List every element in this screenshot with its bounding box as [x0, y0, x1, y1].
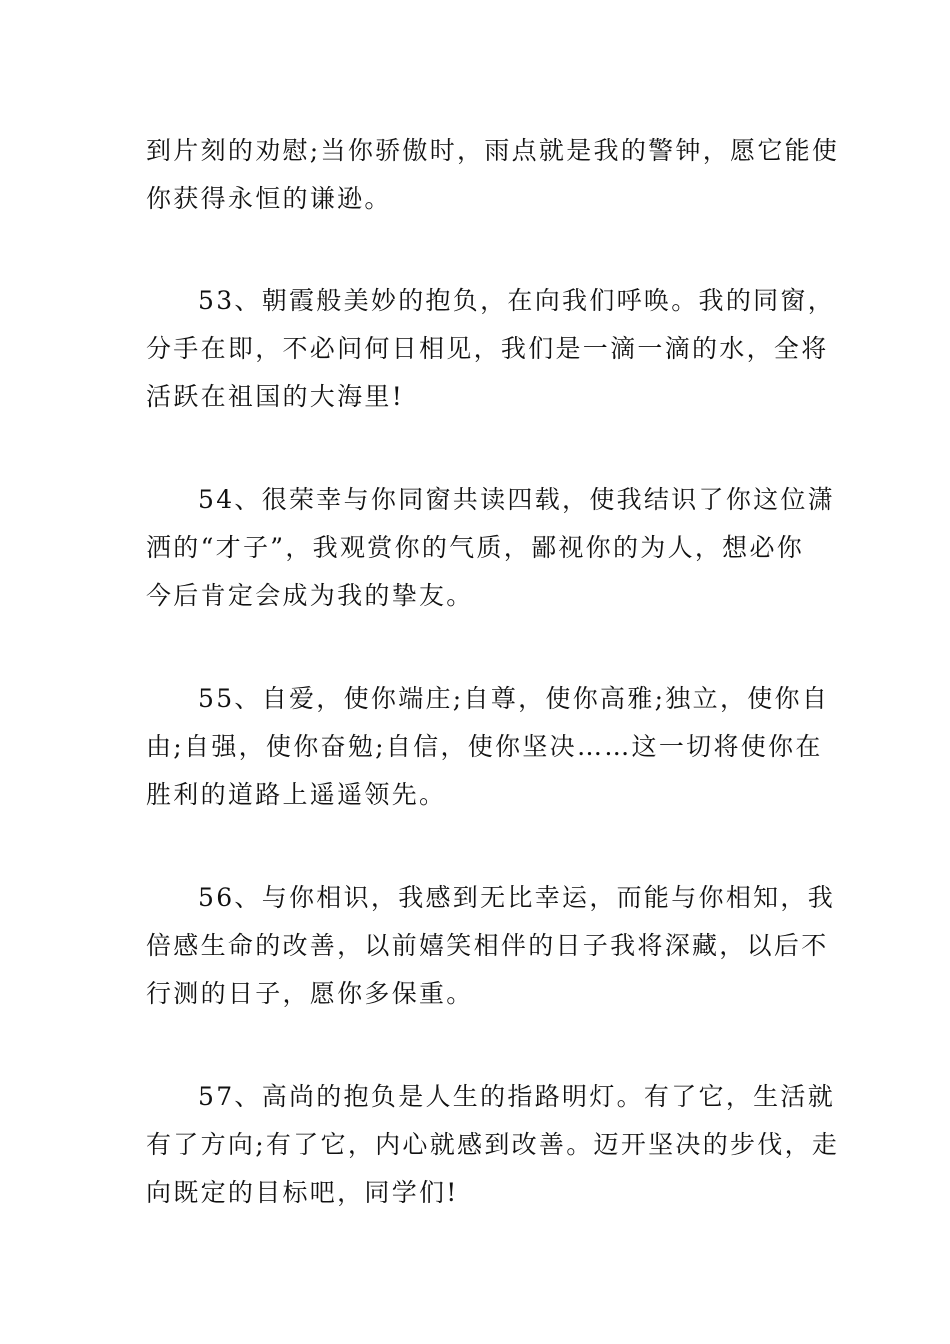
paragraph-56	[146, 874, 836, 1018]
text-line: 向既定的目标吧，同学们!	[146, 1178, 459, 1207]
text-line: 分手在即，不必问何日相见，我们是一滴一滴的水，全将	[146, 334, 829, 363]
text-line: 你获得永恒的谦逊。	[146, 184, 392, 213]
paragraph-57	[146, 1073, 840, 1217]
paragraph-54	[146, 476, 836, 620]
text-line: 胜利的道路上遥遥领先。	[146, 780, 447, 809]
text-line: 洒的“才子”，我观赏你的气质，鄙视你的为人，想必你	[146, 533, 805, 562]
text-line: 倍感生命的改善，以前嬉笑相伴的日子我将深藏，以后不	[146, 931, 829, 960]
text-line: 行测的日子，愿你多保重。	[146, 979, 474, 1008]
text-line: 活跃在祖国的大海里!	[146, 382, 405, 411]
text-line: 57、高尚的抱负是人生的指路明灯。有了它，生活就	[198, 1082, 836, 1111]
text-line: 有了方向;有了它，内心就感到改善。迈开坚决的步伐，走	[146, 1130, 840, 1159]
paragraph-53	[146, 277, 836, 421]
text-line: 55、自爱，使你端庄;自尊，使你高雅;独立，使你自	[198, 684, 830, 713]
text-line: 今后肯定会成为我的挚友。	[146, 581, 474, 610]
text-line: 56、与你相识，我感到无比幸运，而能与你相知，我	[198, 883, 836, 912]
text-line: 由;自强，使你奋勉;自信，使你坚决……这一切将使你在	[146, 732, 823, 761]
text-line: 53、朝霞般美妙的抱负，在向我们呼唤。我的同窗，	[198, 286, 836, 315]
text-line: 54、很荣幸与你同窗共读四载，使我结识了你这位潇	[198, 485, 836, 514]
paragraph-55	[146, 675, 830, 819]
text-line: 到片刻的劝慰;当你骄傲时，雨点就是我的警钟，愿它能使	[146, 136, 840, 165]
paragraph-continuation	[146, 127, 840, 223]
